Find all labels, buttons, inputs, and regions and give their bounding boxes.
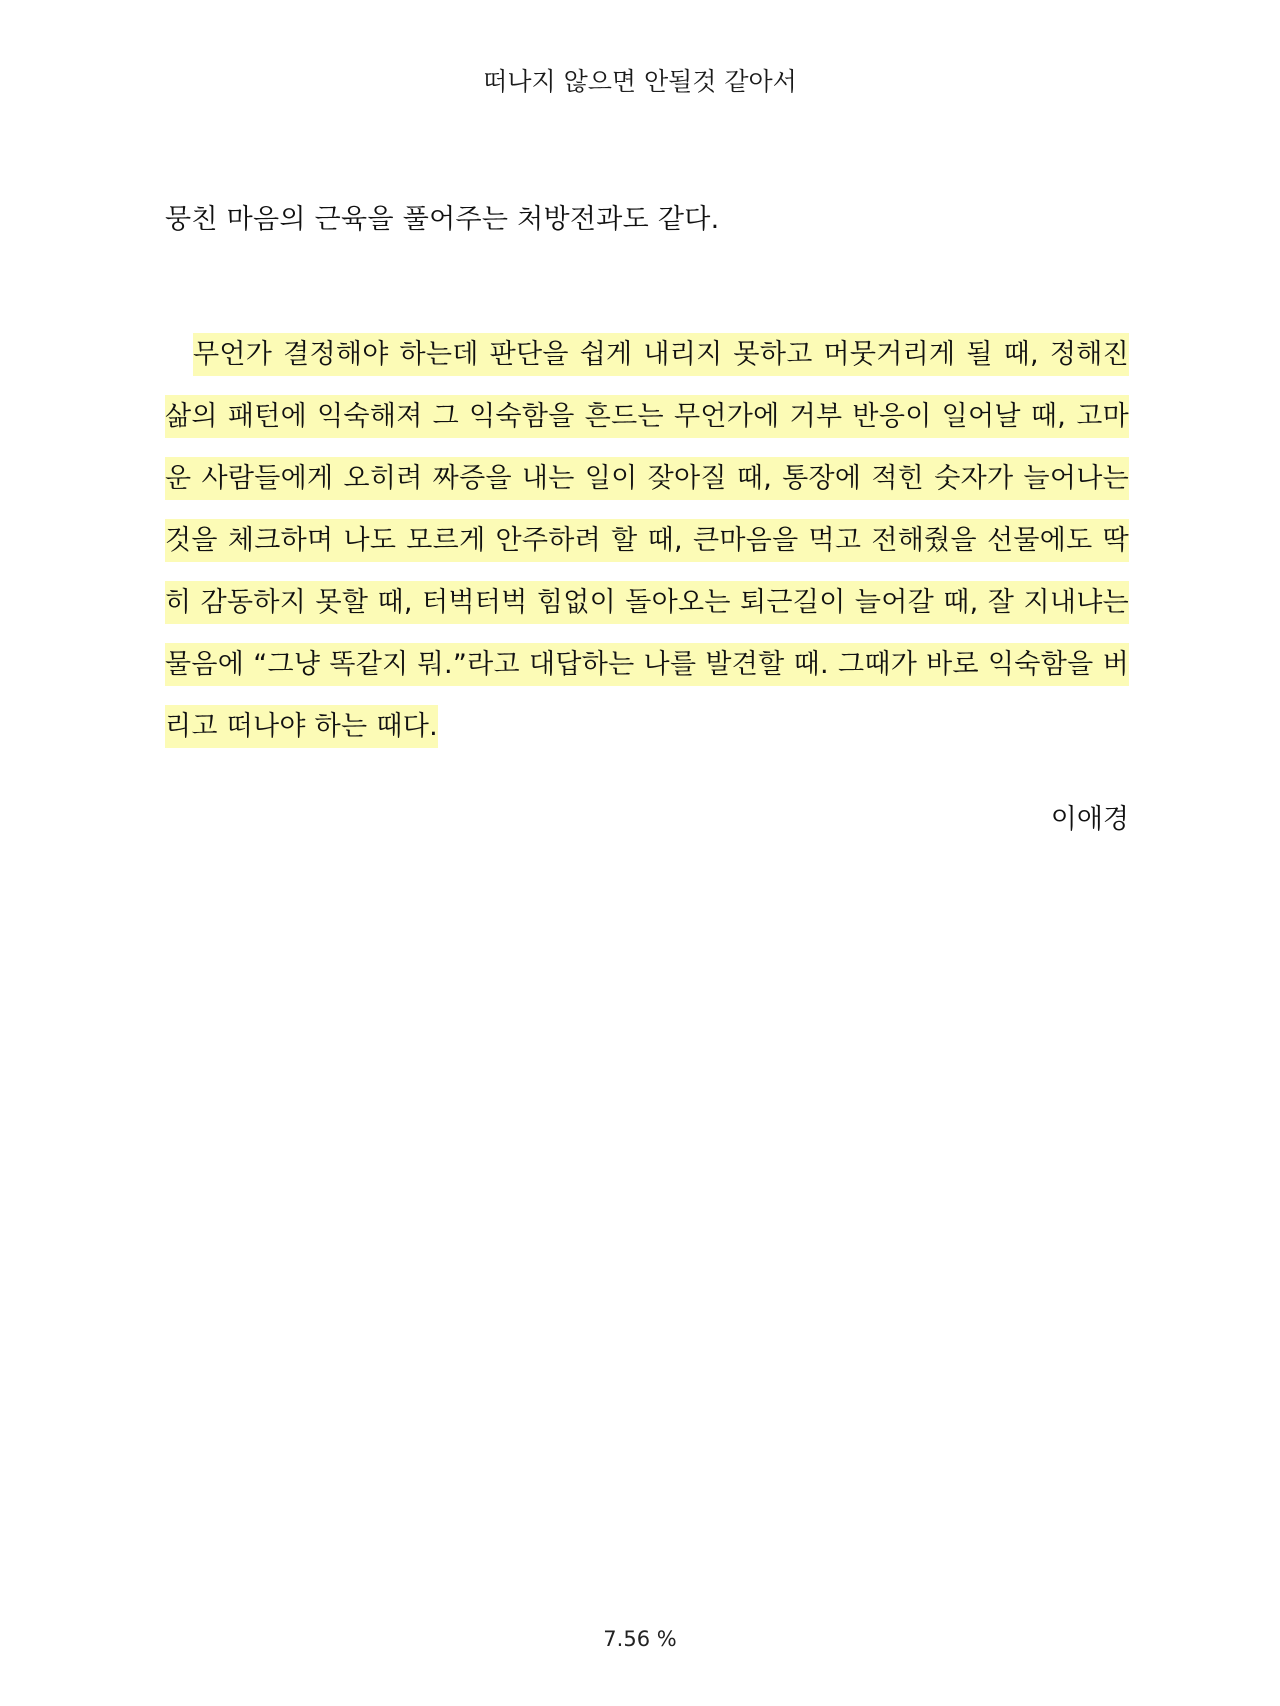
- paragraph-plain: 뭉친 마음의 근육을 풀어주는 처방전과도 같다.: [165, 204, 720, 235]
- reader-page[interactable]: [165, 198, 1129, 842]
- reading-progress: 7.56 %: [603, 1627, 677, 1651]
- paragraph-highlighted[interactable]: [165, 324, 1129, 758]
- author-name: 이애경: [1050, 804, 1129, 835]
- book-title: 떠나지 않으면 안될것 같아서: [483, 67, 797, 96]
- highlighted-text[interactable]: 무언가 결정해야 하는데 판단을 쉽게 내리지 못하고 머뭇거리게 될 때, 정해진 삶의 패턴에 익숙해져 그 익숙함을 흔드는 무언가에 거부 반응이 일어날 때, 고마운 사람들에게 오히려 짜증을 내는 일이 잦아질 때, 통장에 적힌 숫자가 늘어나는 것을 체크하며 나도 모르게 안주하려 할 때, 큰마음을 먹고 전해줬을 선물에도 딱히 감동하지 못할 때, 터벅터벅 힘없이 돌아오는 퇴근길이 늘어갈 때, 잘 지내냐는 물음에 “그냥 똑같지 뭐.”라고 대답하는 나를 발견할 때. 그때가 바로 익숙함을 버리고 떠나야 하는 때다.: [165, 333, 1129, 748]
